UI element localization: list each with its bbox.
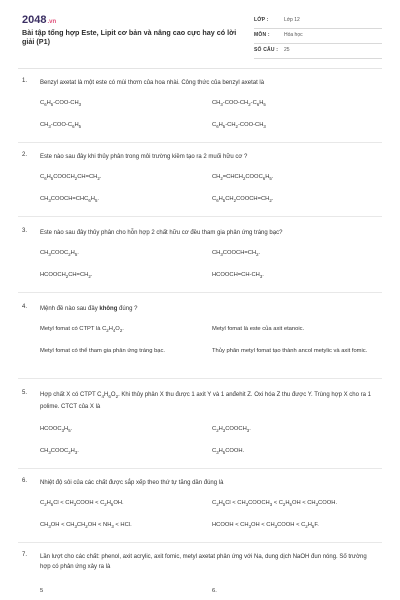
option-d[interactable]: HCOOH < $CH_3OH$ < $CH_3COOH < C_2H_5F$. [212,522,319,530]
meta-label: SỐ CÂU : [254,47,279,53]
question-number: 6. [22,478,28,484]
meta-panel [254,14,382,59]
question-number: 4. [22,304,28,310]
emphasis-text: không [99,306,118,312]
option-d[interactable]: $C_3H_5COOH$. [212,448,245,456]
question-number: 3. [22,228,28,234]
question-divider [18,468,382,469]
question-text: Este nào sau đây thủy phân cho hỗn hợp 2 chất hữu cơ đều tham gia phản ứng tráng bạc? [40,230,283,236]
option-b[interactable]: $CH_2=CHCH_2COOC_6H_5$. [212,174,274,182]
option-b[interactable]: Metyl fomat là este của axit etanoic. [212,326,305,332]
option-b[interactable]: $C_2H_5Cl$ < $CH_3COOCH_3 < C_2H_5OH$ < $CH_3COOH$. [212,500,338,508]
question-text: Lần lượt cho các chất: phenol, axit acrylic, axit fomic, metyl axetat phản ứng với Na, dung dịch NaOH đun nóng. Số trường hợp có phản ứng xảy ra là [40,554,367,570]
option-a[interactable]: $C_6H_5-COO-CH_3$ [40,100,82,108]
meta-value: 25 [284,47,290,53]
option-c[interactable]: Metyl fomat có thể tham gia phản ứng tráng bạc. [40,348,166,354]
option-c[interactable]: $CH_3-COO-C_6H_5$ [40,122,82,130]
meta-value: Lớp 12 [284,17,300,23]
question-text: Nhiệt độ sôi của các chất được sắp xếp theo thứ tự tăng dần đúng là [40,480,224,486]
option-d[interactable]: Thủy phân metyl fomat tạo thành ancol metylic và axit fomic. [212,348,368,354]
question-text: Benzyl axetat là một este có mùi thơm của hoa nhài. Công thức của benzyl axetat là [40,80,265,86]
question-divider [18,216,382,217]
option-a[interactable]: Metyl fomat có CTPT là $C_2H_4O_2$. [40,326,124,334]
question-text: Hợp chất X có CTPT $C_4H_6O_2$. Khi thủy phân X thu được 1 axit Y và 1 anđehit Z. Oxi hóa Z thu được Y. Trùng hợp X cho ra 1 polime. CTCT của X là [40,392,371,411]
meta-label: MÔN : [254,32,270,38]
question-number: 1. [22,78,28,84]
meta-row-class [254,14,382,29]
option-a[interactable]: $CH_3COOC_2H_5$. [40,250,79,258]
option-b[interactable]: 6. [212,588,217,594]
question-text: Mệnh đề nào sau đây không đúng ? [40,306,138,312]
question-text: Este nào sau đây khi thủy phân trong môi trường kiềm tạo ra 2 muối hữu cơ ? [40,154,248,160]
meta-row-count [254,44,382,59]
meta-row-subject [254,29,382,44]
option-c[interactable]: $CH_3COOC_2H_3$. [40,448,79,456]
option-d[interactable]: $C_6H_5CH_2COOCH=CH_2$. [212,196,274,204]
option-d[interactable]: $HCOOCH=CH-CH_3$. [212,272,264,280]
option-b[interactable]: $C_2H_3COOCH_3$. [212,426,251,434]
option-c[interactable]: $HCOOCH_2CH=CH_2$. [40,272,93,280]
meta-value: Hóa học [284,32,303,38]
question-number: 2. [22,152,28,158]
option-d[interactable]: $C_6H_5-CH_2-COO-CH_3$ [212,122,266,130]
document-header [0,0,400,64]
option-b[interactable]: $CH_3-COO-CH_2-C_6H_5$ [212,100,266,108]
option-c[interactable]: $CH_3COOCH=CHC_6H_5$. [40,196,99,204]
option-a[interactable]: $C_2H_5Cl$ < $CH_3COOH < C_2H_5OH$. [40,500,124,508]
meta-label: LỚP : [254,17,269,23]
option-c[interactable]: $CH_3OH < CH_3CH_2OH < NH_3$ < HCl. [40,522,132,530]
question-divider [18,378,382,379]
header-divider [18,68,382,69]
option-a[interactable]: 5 [40,588,44,594]
option-a[interactable]: $C_6H_5COOCH_2CH=CH_2$. [40,174,102,182]
question-divider [18,542,382,543]
question-number: 5. [22,390,28,396]
question-number: 7. [22,552,28,558]
option-b[interactable]: $CH_3COOCH=CH_2$. [212,250,261,258]
question-divider [18,142,382,143]
document-title: Bài tập tổng hợp Este, Lipit cơ bản và nâng cao cực hay có lời giải (P1) [22,28,237,46]
brand-logo[interactable]: 2048.vn [22,14,57,26]
question-divider [18,292,382,293]
option-a[interactable]: $HCOOC_3H_5$. [40,426,73,434]
